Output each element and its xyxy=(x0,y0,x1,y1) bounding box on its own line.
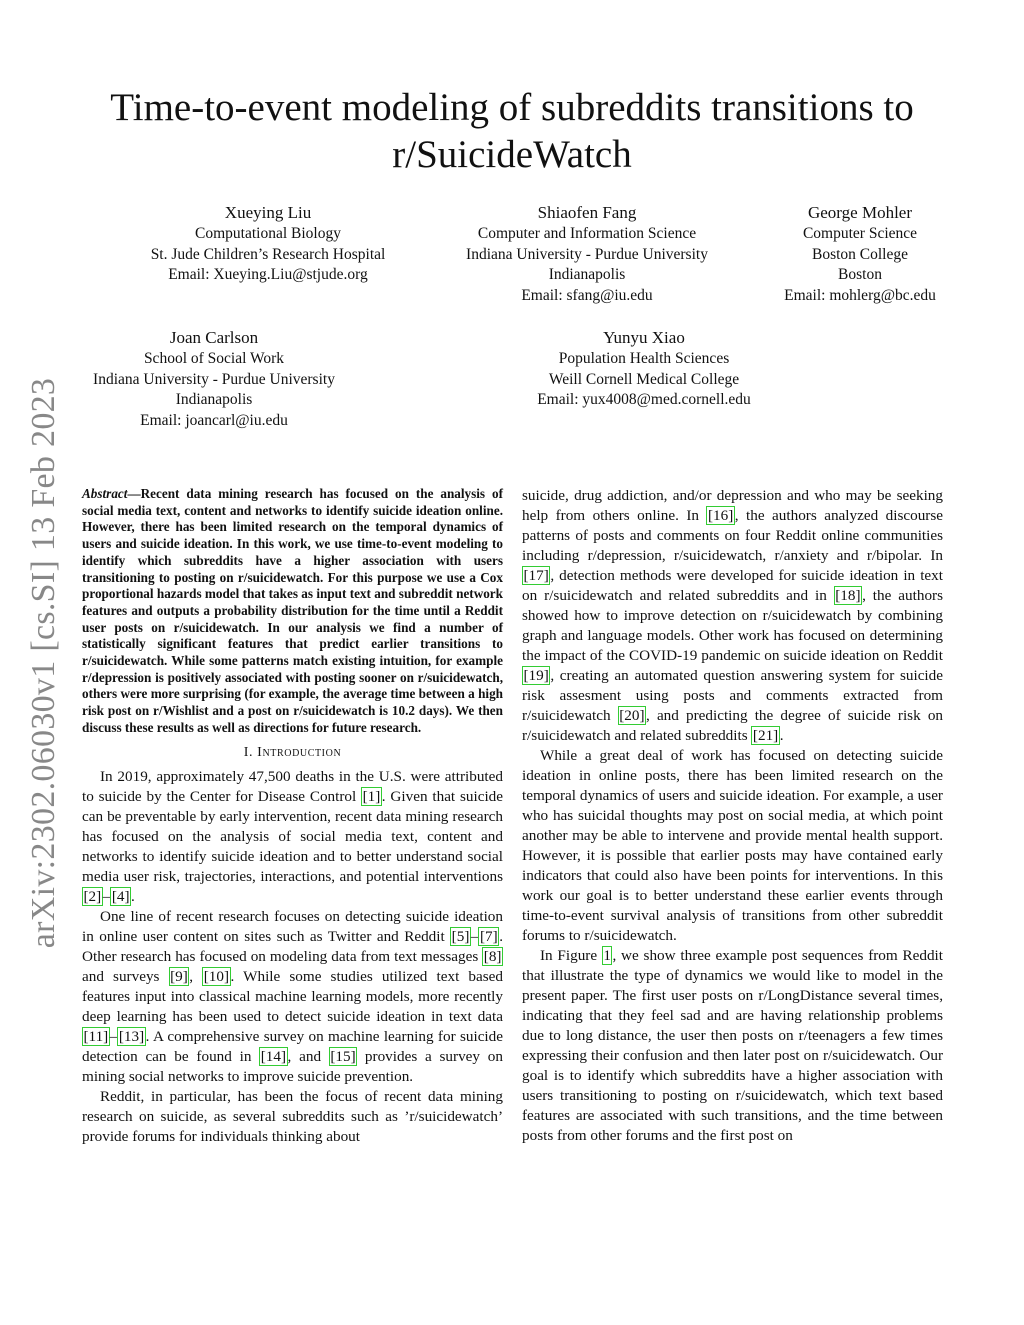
body-paragraph: suicide, drug addiction, and/or depression and who may be seeking help from others online. In [16], the authors analyzed discourse patterns of posts and comments on four Reddit online communities including r/depression, r/suicidewatch, r/anxiety and r/bipolar. In [17], detection methods were developed for suicide ideation in text on r/suicidewatch and related subreddits and in [18], the authors showed how to improve detection on r/suicidewatch by combining graph and language models. Other work has focused on determining the impact of the COVID-19 pandemic on suicide ideation on Reddit [19], creating an automated question answering system for suicide risk assesment using posts and comments extracted from r/suicidewatch [20], and predicting the degree of suicide risk on r/suicidewatch and related subreddits [21]. xyxy=(522,487,944,744)
author-name: Xueying Liu xyxy=(224,203,312,222)
citation-link[interactable]: [16] xyxy=(707,507,734,524)
paper-title xyxy=(60,84,964,178)
author-affiliation-line: Indiana University - Purdue University xyxy=(93,370,335,388)
left-body-text xyxy=(82,767,503,1147)
citation-link[interactable]: 1 xyxy=(603,947,611,964)
author-block-2 xyxy=(437,202,737,306)
author-affiliation-line: Computational Biology xyxy=(195,225,341,242)
citation-link[interactable]: [9] xyxy=(170,967,188,985)
body-paragraph: In 2019, approximately 47,500 deaths in the U.S. were attributed to suicide by the Center for Disease Control [1]. Given that suicide can be preventable by early intervention, recent data mining research has focused on the analysis of social media text, content and networks to identify suicide ideation and to better understand social media user risk, trajectories, interactions, and potential interventions [2]–[4]. xyxy=(82,767,503,905)
author-affiliation-line: Boston xyxy=(838,266,882,284)
author-block-3 xyxy=(760,202,960,306)
citation-link[interactable]: [7] xyxy=(479,927,498,945)
author-affiliation-line: Weill Cornell Medical College xyxy=(548,370,740,388)
citation-link[interactable]: [15] xyxy=(330,1047,356,1065)
citation-link[interactable]: [10] xyxy=(203,967,230,985)
citation-link[interactable]: [18] xyxy=(835,587,861,604)
citation-link[interactable]: [5] xyxy=(451,927,470,945)
abstract xyxy=(82,486,503,737)
right-column xyxy=(522,486,943,1146)
author-affiliation-line: School of Social Work xyxy=(143,350,285,367)
right-body-text xyxy=(522,486,943,1146)
citation-link[interactable]: [11] xyxy=(83,1027,109,1045)
author-block-4 xyxy=(64,327,364,431)
section-heading-introduction: I. Introduction xyxy=(243,744,342,760)
author-email: Email: Xueying.Liu@stjude.org xyxy=(168,266,368,284)
author-affiliation-line: Indianapolis xyxy=(548,266,626,284)
body-paragraph: While a great deal of work has focused on detecting suicide ideation in online posts, there has been limited research on the temporal dynamics of users and suicide ideation. For example, a user who has suicidal thoughts may post on social media, at which point another may be able to intervene and provide mental health support. However, it is possible that earlier posts may have contained early indicators that could also have been points for interventions. In this work our goal is to better understand these earlier events through time-to-event survival analysis of transitions from other subreddit forums to r/suicidewatch. xyxy=(522,747,943,944)
author-block-1 xyxy=(118,202,418,286)
author-email: Email: joancarl@iu.edu xyxy=(140,411,288,429)
left-column xyxy=(82,486,503,1147)
citation-link[interactable]: [1] xyxy=(362,787,381,805)
author-email: Email: yux4008@med.cornell.edu xyxy=(537,391,751,409)
citation-link[interactable]: [21] xyxy=(752,727,779,744)
citation-link[interactable]: [8] xyxy=(483,947,502,965)
author-affiliation-line: Indiana University - Purdue University xyxy=(466,245,708,263)
body-paragraph: In Figure 1, we show three example post sequences from Reddit that illustrate the type of dynamics we would like to model in the present paper. The first user posts on r/LongDistance several times, indicating that they feel sad and are having relationship problems due to long distance, the user then posts on r/teenagers a few times expressing their confusion and then later post on r/suicidewatch. Our goal is to identify which subreddits have a higher association with users transitioning to posting on r/suicidewatch, which text based features are associated with such transitions, and the time between posts from other forums and the first post on xyxy=(522,947,943,1144)
author-name: Yunyu Xiao xyxy=(603,328,685,347)
author-affiliation-line: Population Health Sciences xyxy=(558,350,730,367)
author-affiliation-line: Indianapolis xyxy=(175,391,253,409)
citation-link[interactable]: [20] xyxy=(619,707,645,724)
author-block-5 xyxy=(494,327,794,411)
arxiv-identifier-stamp: arXiv:2302.06030v1 [cs.SI] 13 Feb 2023 xyxy=(25,377,62,949)
body-paragraph: Reddit, in particular, has been the focus of recent data mining research on suicide, as several subreddits such as ’r/suicidewatch’ provide forums for individuals thinking about xyxy=(82,1087,503,1145)
author-affiliation-line: Computer and Information Science xyxy=(477,225,697,242)
author-affiliation-line: Boston College xyxy=(811,245,908,263)
citation-link[interactable]: [17] xyxy=(523,567,549,584)
abstract-label: Abstract xyxy=(82,486,128,501)
title-line-2: r/SuicideWatch xyxy=(392,133,632,176)
citation-link[interactable]: [4] xyxy=(111,887,130,905)
author-affiliation-line: St. Jude Children’s Research Hospital xyxy=(150,245,386,263)
title-line-1: Time-to-event modeling of subreddits transitions to xyxy=(110,86,914,129)
author-name: George Mohler xyxy=(807,203,913,222)
author-email: Email: sfang@iu.edu xyxy=(521,286,653,304)
author-affiliation-line: Computer Science xyxy=(802,225,918,242)
author-name: Shiaofen Fang xyxy=(537,203,637,222)
citation-link[interactable]: [19] xyxy=(523,667,549,684)
citation-link[interactable]: [14] xyxy=(260,1047,287,1065)
citation-link[interactable]: [13] xyxy=(118,1027,145,1045)
citation-link[interactable]: [2] xyxy=(83,887,102,905)
body-paragraph: One line of recent research focuses on detecting suicide ideation in online user content on sites such as Twitter and Reddit [5]–[7]. Other research has focused on modeling data from text messages [8] and surveys [9], [10]. While some studies utilized text based features input into classical machine learning models, more recently deep learning has been used to detect suicide ideation in text data [11]–[13]. A comprehensive survey on machine learning for suicide detection can be found in [14], and [15] provides a survey on mining social networks to improve suicide prevention. xyxy=(82,907,503,1085)
author-name: Joan Carlson xyxy=(169,328,259,347)
author-email: Email: mohlerg@bc.edu xyxy=(784,286,936,304)
abstract-text: —Recent data mining research has focused on the analysis of social media text, content and networks to identify suicide ideation online. However, there has been limited research on the temporal dynamics of users and suicide ideation. In this work, we use time-to-event modeling to identify which subreddits have a higher association with users transitioning to posting on r/suicidewatch. For this purpose we use a Cox proportional hazards model that takes as input text and subreddit network features and outputs a probability distribution for the time until a Reddit user posts on r/suicidewatch. In our analysis we find a number of statistically significant features that predict earlier transitions to r/suicidewatch. While some patterns match existing intuition, for example r/depression is positively associated with posting sooner on r/suicidewatch, others were more surprising (for example, the average time between a high risk post on r/Wishlist and a post on r/suicidewatch is 10.2 days). We then discuss these results as well as directions for future research. xyxy=(82,486,503,735)
